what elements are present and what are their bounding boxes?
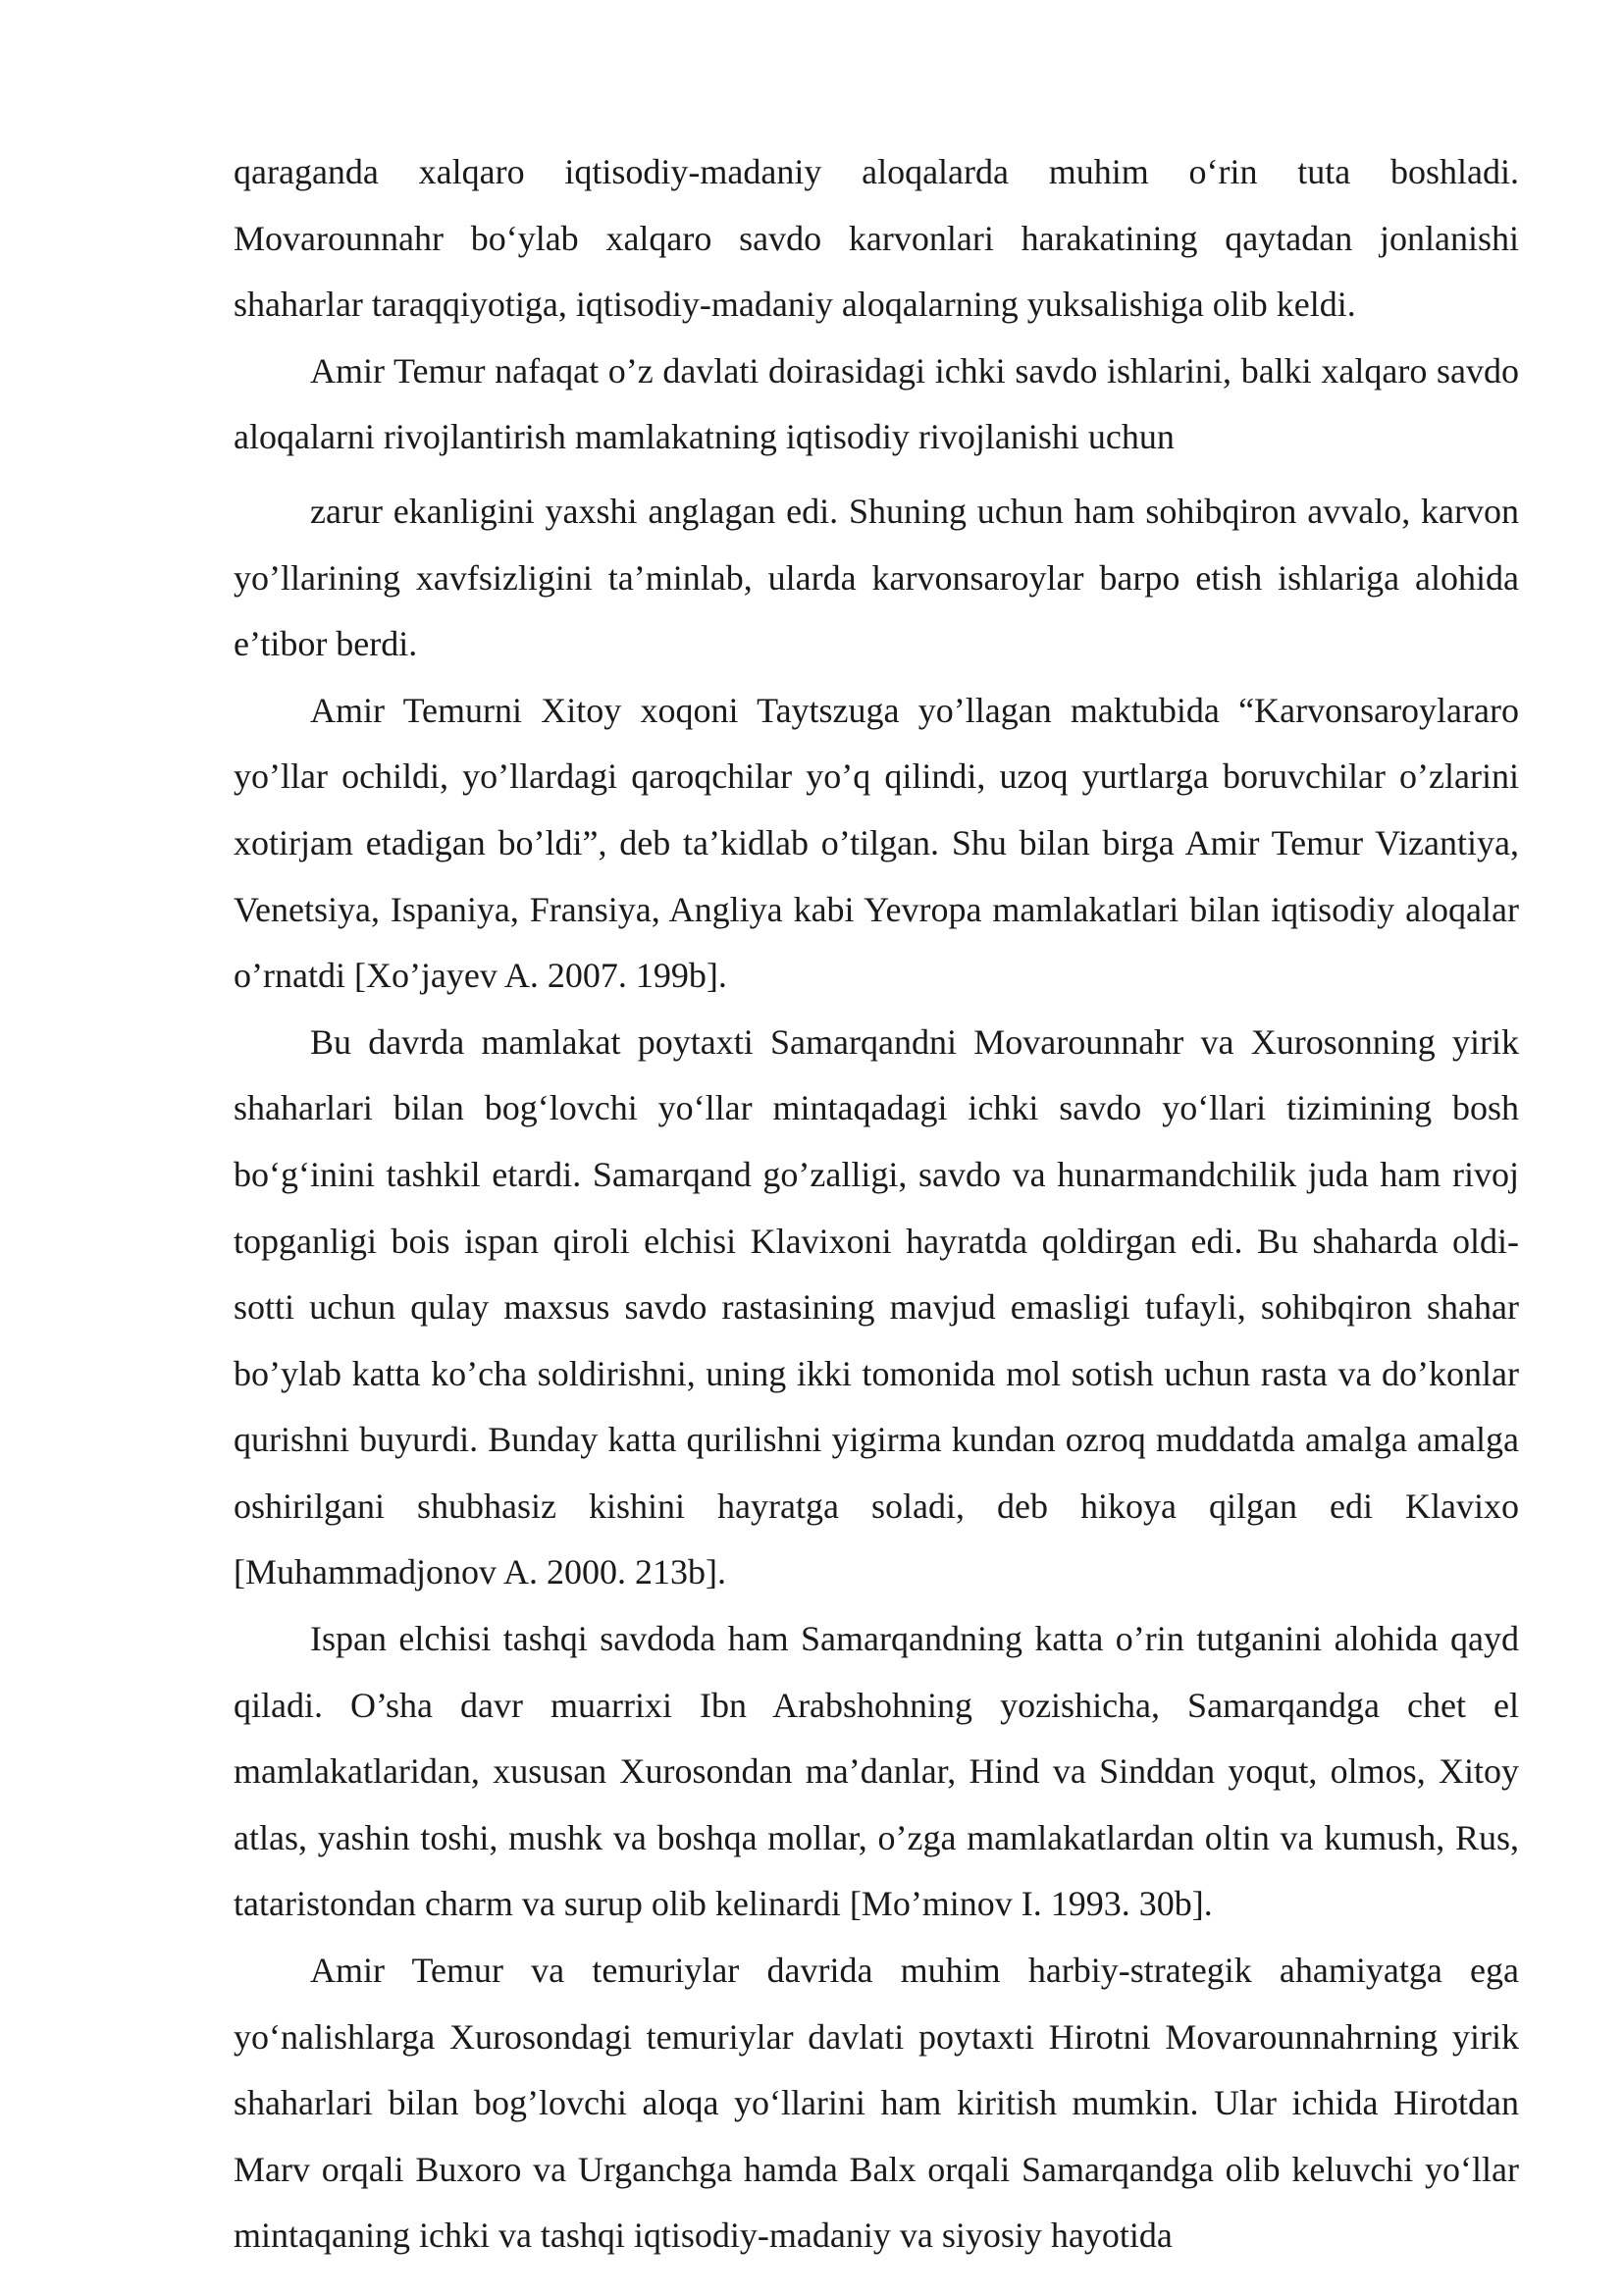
paragraph-2: Amir Temur nafaqat o’z davlati doirasidagi ichki savdo ishlarini, balki xalqaro savdo aloqalarni rivojlantirish mamlakatning iqtisodiy rivojlanishi uchun	[234, 350, 1519, 457]
paragraph-6: Ispan elchisi tashqi savdoda ham Samarqandning katta o’rin tutganini alohida qayd qiladi. O’sha davr muarrixi Ibn Arabshohning yozishicha, Samarqandga chet el mamlakatlaridan, xususan Xurosondan ma’danlar, Hind va Sinddan yoqut, olmos, Xitoy atlas, yashin toshi, mushk va boshqa mollar, o’zga mamlakatlardan oltin va kumush, Rus, tataristondan charm va surup olib kelinardi [Mo’minov I. 1993. 30b].	[234, 1619, 1519, 1924]
paragraph-7: Amir Temur va temuriylar davrida muhim harbiy-strategik ahamiyatga ega yo‘nalishlarga Xurosondagi temuriylar davlati poytaxti Hirotni Movarounnahrning yirik shaharlari bilan bog’lovchi aloqa yo‘llarini ham kiritish mumkin. Ular ichida Hirotdan Marv orqali Buxoro va Urganchga hamda Balx orqali Samarqandga olib keluvchi yo‘llar mintaqaning ichki va tashqi iqtisodiy-madaniy va siyosiy hayotida	[234, 1951, 1519, 2256]
paragraph-1: qaraganda xalqaro iqtisodiy-madaniy aloqalarda muhim o‘rin tuta boshladi. Movarounnahr bo‘ylab xalqaro savdo karvonlari harakatining qaytadan jonlanishi shaharlar taraqqiyotiga, iqtisodiy-madaniy aloqalarning yuksalishiga olib keldi.	[234, 152, 1519, 325]
paragraph-5: Bu davrda mamlakat poytaxti Samarqandni Movarounnahr va Xurosonning yirik shaharlari bilan bog‘lovchi yo‘llar mintaqadagi ichki savdo yo‘llari tizimining bosh bo‘g‘inini tashkil etardi. Samarqand go’zalligi, savdo va hunarmandchilik juda ham rivoj topganligi bois ispan qiroli elchisi Klavixoni hayratda qoldirgan edi. Bu shaharda oldi-sotti uchun qulay maxsus savdo rastasining mavjud emasligi tufayli, sohibqiron shahar bo’ylab katta ko’cha soldirishni, uning ikki tomonida mol sotish uchun rasta va do’konlar qurishni buyurdi. Bunday katta qurilishni yigirma kundan ozroq muddatda amalga amalga oshirilgani shubhasiz kishini hayratga soladi, deb hikoya qilgan edi Klavixo [Muhammadjonov A. 2000. 213b].	[234, 1021, 1519, 1592]
paragraph-3: zarur ekanligini yaxshi anglagan edi. Shuning uchun ham sohibqiron avvalo, karvon yo’llarining xavfsizligini ta’minlab, ularda karvonsaroylar barpo etish ishlariga alohida e’tibor berdi.	[234, 491, 1519, 664]
paragraph-4: Amir Temurni Xitoy xoqoni Taytszuga yo’llagan maktubida “Karvonsaroylararo yo’llar ochildi, yo’llardagi qaroqchilar yo’q qilindi, uzoq yurtlarga boruvchilar o’zlarini xotirjam etadigan bo’ldi”, deb ta’kidlab o’tilgan. Shu bilan birga Amir Temur Vizantiya, Venetsiya, Ispaniya, Fransiya, Angliya kabi Yevropa mamlakatlari bilan iqtisodiy aloqalar o’rnatdi [Xo’jayev A. 2007. 199b].	[234, 690, 1519, 996]
document-page	[234, 139, 1519, 2269]
